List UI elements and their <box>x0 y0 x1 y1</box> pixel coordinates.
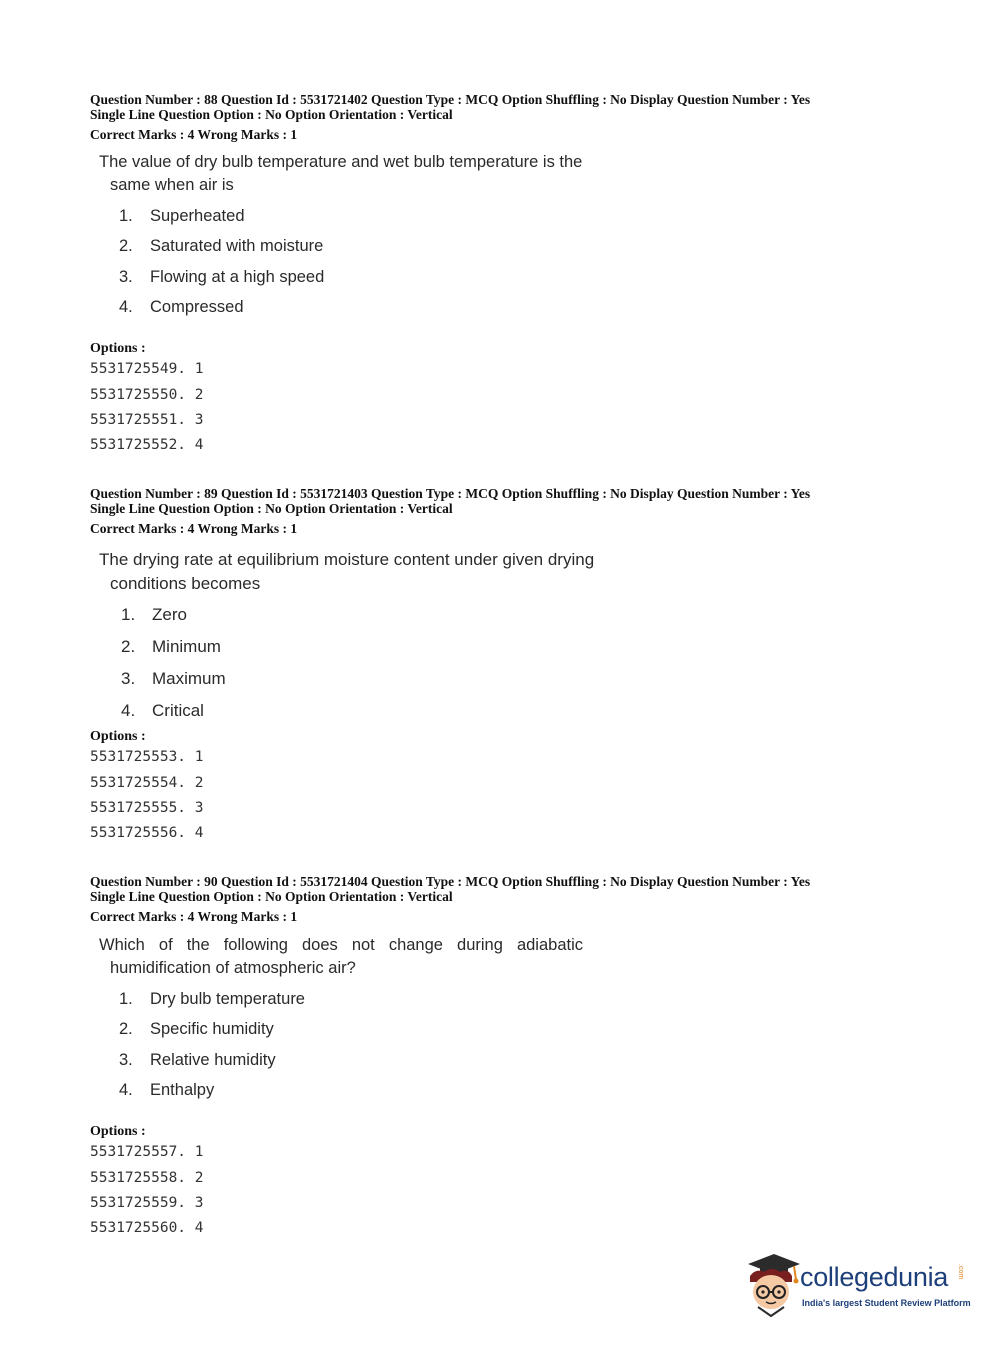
question-text-line1: The drying rate at equilibrium moisture content under given drying <box>99 550 595 569</box>
choice-item: 2. Minimum <box>121 637 221 656</box>
question-meta-line1: Question Number : 88 Question Id : 5531721402 Question Type : MCQ Option Shuffling : No Display Question Number : Yes <box>90 92 811 107</box>
question-meta-line1: Question Number : 90 Question Id : 5531721404 Question Type : MCQ Option Shuffling : No Display Question Number : Yes <box>90 874 811 889</box>
options-label: Options : <box>90 729 146 744</box>
choice-item: 1. Dry bulb temperature <box>119 990 305 1008</box>
question-marks: Correct Marks : 4 Wrong Marks : 1 <box>90 909 298 924</box>
option-row: 5531725558. 2 <box>90 1170 204 1186</box>
option-row: 5531725554. 2 <box>90 775 204 791</box>
question-text <box>99 934 583 980</box>
choice-item: 2. Saturated with moisture <box>119 237 324 255</box>
option-row: 5531725556. 4 <box>90 825 204 841</box>
logo-wordmark: collegedunia <box>800 1262 949 1292</box>
question-text-line1: Which of the following does not change during adiabatic <box>99 936 583 954</box>
choice-item: 4. Compressed <box>119 298 244 316</box>
choice-item: 4. Enthalpy <box>119 1081 215 1099</box>
question-marks: Correct Marks : 4 Wrong Marks : 1 <box>90 521 298 536</box>
question-text-line1: The value of dry bulb temperature and wet bulb temperature is the <box>99 153 583 171</box>
option-row: 5531725551. 3 <box>90 412 204 428</box>
question-marks: Correct Marks : 4 Wrong Marks : 1 <box>90 127 298 142</box>
option-row: 5531725559. 3 <box>90 1195 204 1211</box>
option-row: 5531725549. 1 <box>90 361 204 377</box>
option-row: 5531725550. 2 <box>90 387 204 403</box>
choice-item: 4. Critical <box>121 701 204 720</box>
mascot-icon <box>742 1250 802 1318</box>
question-meta-line2: Single Line Question Option : No Option Orientation : Vertical <box>90 107 453 122</box>
choice-item: 3. Flowing at a high speed <box>119 268 325 286</box>
question-text-line2: same when air is <box>110 176 234 194</box>
options-label: Options : <box>90 1124 146 1139</box>
option-row: 5531725552. 4 <box>90 437 204 453</box>
question-text-line2: humidification of atmospheric air? <box>110 959 356 977</box>
options-label: Options : <box>90 341 146 356</box>
choice-item: 3. Relative humidity <box>119 1051 276 1069</box>
choice-item: 1. Superheated <box>119 207 245 225</box>
option-row: 5531725560. 4 <box>90 1220 204 1236</box>
choice-item: 1. Zero <box>121 605 187 624</box>
question-meta-line2: Single Line Question Option : No Option Orientation : Vertical <box>90 889 453 904</box>
option-row: 5531725553. 1 <box>90 749 204 765</box>
option-row: 5531725557. 1 <box>90 1144 204 1160</box>
question-meta-line2: Single Line Question Option : No Option Orientation : Vertical <box>90 501 453 516</box>
question-text <box>99 151 582 197</box>
collegedunia-logo <box>742 1250 972 1318</box>
choice-item: 2. Specific humidity <box>119 1020 274 1038</box>
question-text <box>99 548 594 596</box>
question-text-line2: conditions becomes <box>110 574 261 593</box>
logo-domain-suffix: .com <box>957 1264 964 1280</box>
choice-item: 3. Maximum <box>121 669 226 688</box>
question-meta-line1: Question Number : 89 Question Id : 5531721403 Question Type : MCQ Option Shuffling : No Display Question Number : Yes <box>90 486 811 501</box>
option-row: 5531725555. 3 <box>90 800 204 816</box>
logo-tagline: India's largest Student Review Platform <box>802 1298 971 1308</box>
